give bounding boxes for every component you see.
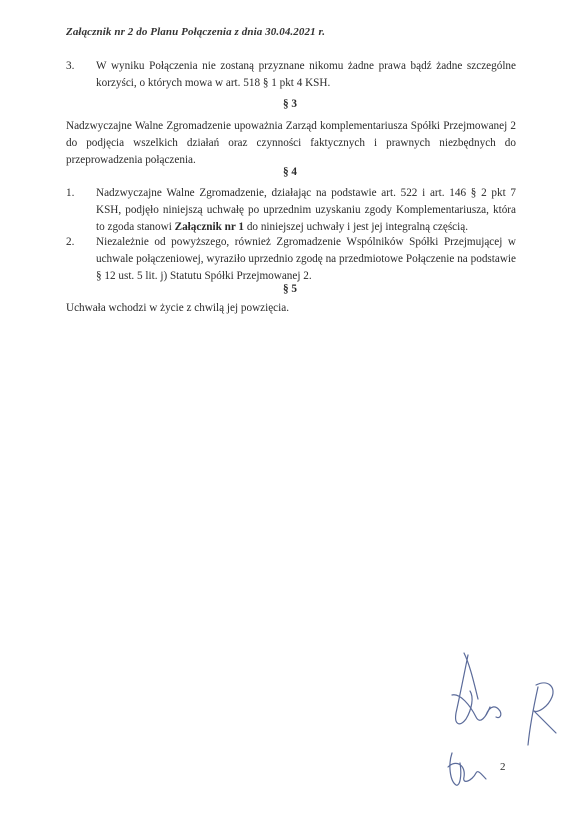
- signature-stroke: [534, 683, 553, 711]
- text-part: Nadzwyczajne Walne Zgromadzenie, działając na podstawie art. 522 i art. 146 § 2 pkt 7 KSH, podjęło niniejszą uchwałę po uprzednim uzyskaniu zgody Komplementariusza, która to zgoda stanowi: [96, 187, 516, 233]
- list-item-4-1: [66, 185, 516, 236]
- section-4-title: § 4: [283, 166, 297, 178]
- section-3-title: § 3: [283, 98, 297, 110]
- text-part: do niniejszej uchwały i jest jej integralną częścią.: [244, 221, 469, 233]
- signature-stroke: [456, 655, 472, 724]
- section-5-title: § 5: [283, 283, 297, 295]
- list-item-text: [96, 185, 516, 236]
- list-item-number: 1.: [66, 187, 75, 199]
- signature-stroke: [528, 687, 538, 745]
- signature-stroke: [534, 711, 556, 733]
- list-item-3: [66, 58, 516, 92]
- signature-stroke: [448, 763, 486, 781]
- signature-stroke: [450, 753, 461, 785]
- list-item-text: Niezależnie od powyższego, również Zgromadzenie Wspólników Spółki Przejmującej w uchwale połączeniowej, wyraziło uprzednio zgodę na przedmiotowe Połączenie na podstawie § 12 ust. 5 lit. j) Statutu Spółki Przejmowanej 2.: [96, 236, 516, 282]
- page-number: 2: [500, 761, 506, 773]
- section-5-paragraph: Uchwała wchodzi w życie z chwilą jej powzięcia.: [66, 302, 290, 314]
- attachment-reference: Załącznik nr 1: [174, 221, 245, 233]
- list-item-4-2: [66, 234, 516, 285]
- list-item-text: W wyniku Połączenia nie zostaną przyznane nikomu żadne prawa bądź żadne szczególne korzyści, o których mowa w art. 518 § 1 pkt 4 KSH.: [96, 60, 516, 89]
- list-item-number: 2.: [66, 236, 75, 248]
- document-header: Załącznik nr 2 do Planu Połączenia z dnia 30.04.2021 r.: [66, 26, 326, 38]
- list-item-number: 3.: [66, 60, 75, 72]
- section-3-paragraph: Nadzwyczajne Walne Zgromadzenie upoważnia Zarząd komplementariusza Spółki Przejmowanej 2 do podjęcia wszelkich działań oraz czynności faktycznych i prawnych niezbędnych do przeprowadzenia połączenia.: [66, 120, 516, 166]
